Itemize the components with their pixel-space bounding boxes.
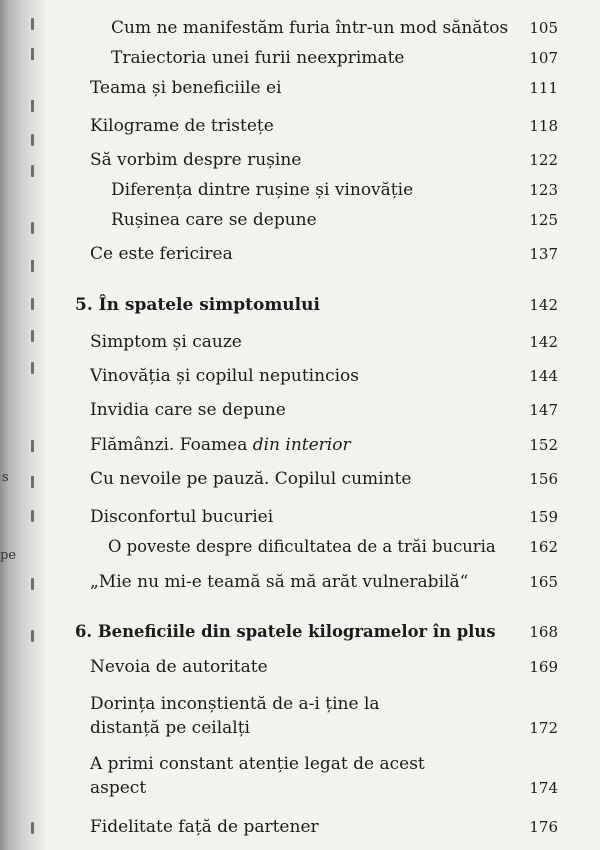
toc-entry-title: Invidia care se depune — [90, 400, 286, 420]
toc-entry-title: Dorința inconștientă de a-i ține la distanță pe ceilalți — [90, 694, 380, 738]
toc-entry-title: Traiectoria unei furii neexprimate — [111, 48, 405, 68]
toc-entry-title: Să vorbim despre rușine — [90, 150, 302, 170]
toc-entry-page: 142 — [529, 333, 558, 351]
toc-entry-page: 165 — [529, 573, 558, 591]
toc-entry-title: Fidelitate față de partener — [90, 817, 319, 837]
toc-entry-title: Rușinea care se depune — [111, 210, 317, 230]
toc-chapter-title: 5. În spatele simptomului — [75, 295, 320, 315]
toc-entry-title: O poveste despre dificultatea de a trăi bucuria — [108, 537, 496, 556]
toc-entry-page: 174 — [529, 779, 558, 797]
toc-entry-title: „Mie nu mi-e teamă să mă arăt vulnerabilă“ — [90, 572, 469, 592]
toc-entry-page: 168 — [529, 623, 558, 641]
toc-entry-page: 147 — [529, 401, 558, 419]
toc-entry-page: 107 — [529, 49, 558, 67]
toc-entry-page: 111 — [529, 79, 558, 97]
toc-entry-page: 176 — [529, 818, 558, 836]
toc-entry-page: 144 — [529, 367, 558, 385]
toc-entry-title-italic: din interior — [252, 435, 351, 455]
toc-entry-page: 123 — [529, 181, 558, 199]
toc-chapter-title: 6. Beneficiile din spatele kilogramelor în plus — [75, 622, 496, 641]
toc-entry-title: Vinovăția și copilul neputincios — [90, 366, 359, 386]
toc-entry-title: Disconfortul bucuriei — [90, 507, 274, 527]
toc-entry-page: 159 — [529, 508, 558, 526]
toc-entry-page: 118 — [529, 117, 558, 135]
toc-entry-page: 172 — [529, 719, 558, 737]
toc-entry-page: 105 — [529, 19, 558, 37]
toc-entry-title — [90, 433, 351, 457]
toc-entry-title: Kilograme de tristețe — [90, 116, 274, 136]
toc-entry-page: 169 — [529, 658, 558, 676]
toc-entry-title: Diferența dintre rușine și vinovăție — [111, 180, 414, 200]
toc-entry-page: 142 — [529, 296, 558, 314]
toc-entry-page: 152 — [529, 436, 558, 454]
toc-entry-title: Nevoia de autoritate — [90, 657, 268, 677]
toc-entry-page: 162 — [529, 538, 558, 556]
toc-entry-page: 156 — [529, 470, 558, 488]
toc-entry-title: Cu nevoile pe pauză. Copilul cuminte — [90, 469, 412, 489]
toc-entry-title: Simptom și cauze — [90, 332, 242, 352]
toc-entry-title: Ce este fericirea — [90, 244, 233, 264]
toc-entry-page: 122 — [529, 151, 558, 169]
page-edge-fragment: s — [2, 470, 9, 485]
toc-entry-title: Cum ne manifestăm furia într-un mod sănătos — [111, 18, 509, 38]
toc-entry-title: Teama și beneficiile ei — [90, 78, 282, 98]
page-edge-fragment: pe — [0, 548, 17, 563]
toc-entry-page: 125 — [529, 211, 558, 229]
toc-entry-title-plain: Flămânzi. Foamea — [90, 435, 253, 455]
toc-entry-title: A primi constant atenție legat de acest aspect — [90, 754, 425, 798]
toc-entry-page: 137 — [529, 245, 558, 263]
